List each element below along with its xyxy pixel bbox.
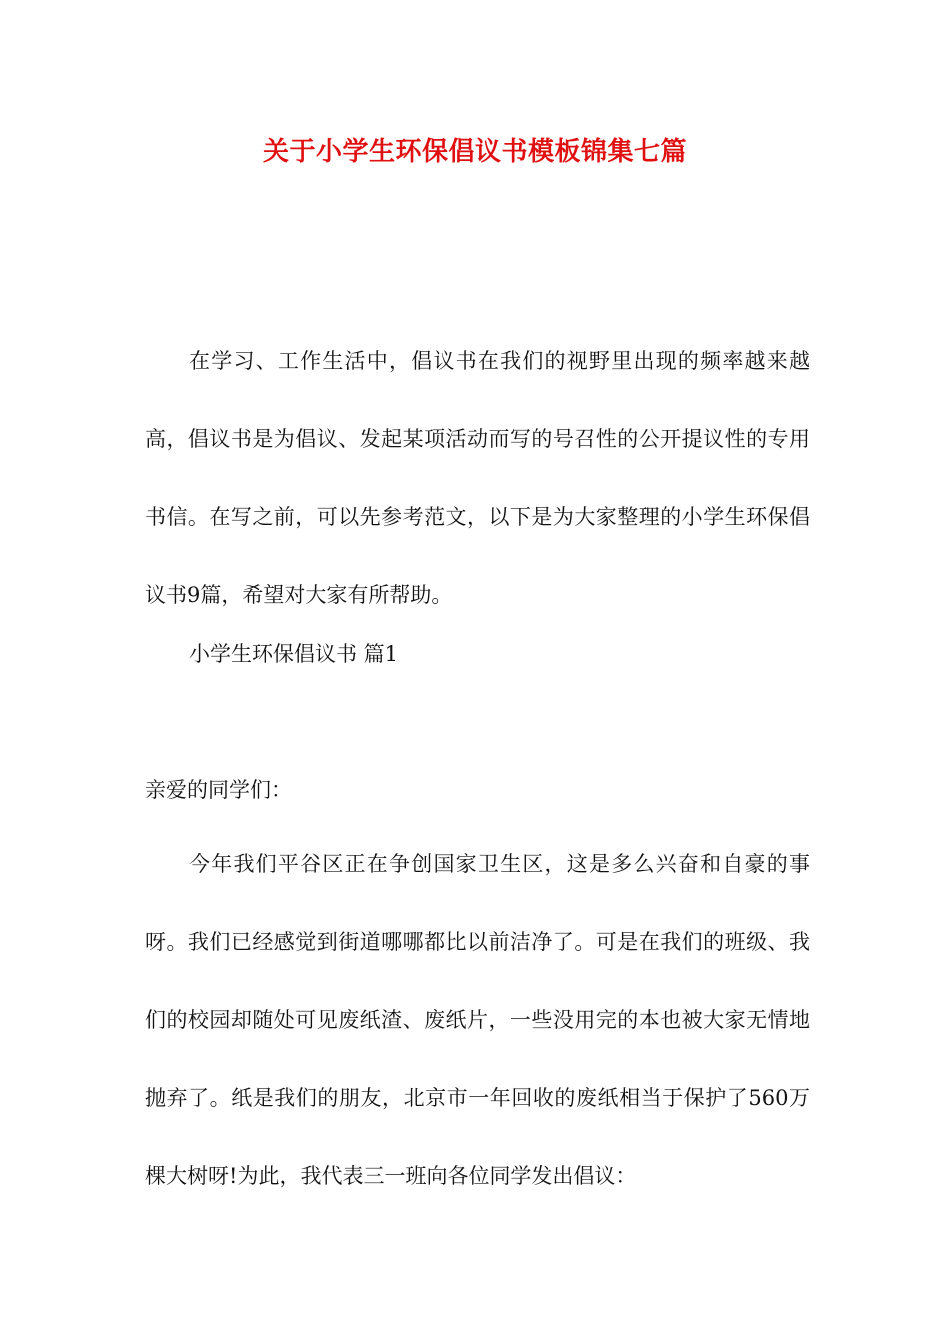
body-paragraph: 今年我们平谷区正在争创国家卫生区，这是多么兴奋和自豪的事呀。我们已经感觉到街道哪哪都比以前洁净了。可是在我们的班级、我们的校园却随处可见废纸渣、废纸片，一些没用完的本也被大家无情地抛弃了。纸是我们的朋友，北京市一年回收的废纸相当于保护了560万棵大树呀!为此，我代表三一班向各位同学发出倡议： xyxy=(145,852,810,1188)
intro-block xyxy=(145,322,810,634)
greeting-line: 亲爱的同学们： xyxy=(145,778,292,802)
paragraph-block xyxy=(145,825,810,1215)
section-heading-block xyxy=(145,634,810,674)
document-title: 关于小学生环保倡议书模板锦集七篇 xyxy=(262,137,687,167)
section-heading: 小学生环保倡议书 篇1 xyxy=(189,642,399,666)
greeting-block xyxy=(145,770,810,810)
intro-paragraph: 在学习、工作生活中，倡议书在我们的视野里出现的频率越来越高，倡议书是为倡议、发起某项活动而写的号召性的公开提议性的专用书信。在写之前，可以先参考范文，以下是为大家整理的小学生环保倡议书9篇，希望对大家有所帮助。 xyxy=(145,349,810,607)
